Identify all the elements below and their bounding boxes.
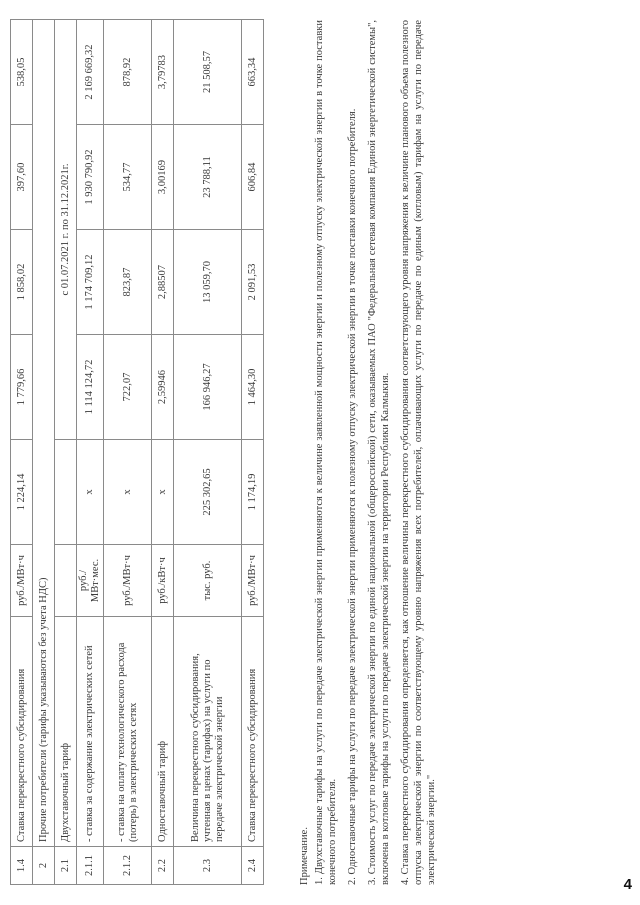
row-number: 2 [33, 847, 55, 885]
note-item: 1. Двухставочные тарифы на услуги по передаче электрической энергии применяются к величине заявленной мощности энергии и полезному отпуску электрической энергии в точке поставки конечного потребителя. [314, 20, 338, 885]
value-cell: 722,07 [104, 335, 152, 440]
value-cell: 23 788,11 [174, 125, 242, 230]
notes-heading: Примечание. [299, 827, 310, 885]
table-row [104, 20, 152, 885]
row-number: 2.4 [242, 847, 264, 885]
empty-cell [55, 440, 77, 545]
value-cell: 606,84 [242, 125, 264, 230]
value-cell: 1 930 790,92 [77, 125, 104, 230]
value-cell: 1 858,02 [11, 230, 33, 335]
value-cell: 1 779,66 [11, 335, 33, 440]
value-cell: 2,88507 [152, 230, 174, 335]
row-name: Одноставочный тариф [152, 617, 174, 847]
row-name: Двухставочный тариф [55, 617, 77, 847]
value-cell: 1 114 124,72 [77, 335, 104, 440]
row-number: 2.2 [152, 847, 174, 885]
row-name: Ставка перекрестного субсидирования [242, 617, 264, 847]
row-name: Ставка перекрестного субсидирования [11, 617, 33, 847]
row-name: Прочие потребители (тарифы указываются без учета НДС) [33, 20, 55, 847]
row-unit: руб./кВт·ч [152, 545, 174, 617]
empty-cell [55, 545, 77, 617]
value-cell: 3,79783 [152, 20, 174, 125]
value-cell: 2 169 669,32 [77, 20, 104, 125]
value-cell: 2 091,53 [242, 230, 264, 335]
table-row [33, 20, 55, 885]
table-row [242, 20, 264, 885]
row-number: 2.1.2 [104, 847, 152, 885]
table-row [174, 20, 242, 885]
period-label: с 01.07.2021 г. по 31.12.2021г. [55, 20, 77, 440]
table-row [11, 20, 33, 885]
notes-section [298, 20, 445, 885]
value-cell: 1 224,14 [11, 440, 33, 545]
value-cell: x [104, 440, 152, 545]
table-row [55, 20, 77, 885]
row-name: Величина перекрестного субсидирования, учтенная в ценах (тарифах) на услуги по передаче электрической энергии [174, 617, 242, 847]
row-name: - ставка за содержание электрических сетей [77, 617, 104, 847]
value-cell: 1 174,19 [242, 440, 264, 545]
row-unit: тыс. руб. [174, 545, 242, 617]
value-cell: x [152, 440, 174, 545]
row-number: 2.3 [174, 847, 242, 885]
row-number: 1.4 [11, 847, 33, 885]
tariff-table [10, 19, 264, 885]
row-unit: руб./МВт·ч [242, 545, 264, 617]
value-cell: 13 059,70 [174, 230, 242, 335]
value-cell: 397,60 [11, 125, 33, 230]
row-unit: руб./МВт·ч [104, 545, 152, 617]
value-cell: 166 946,27 [174, 335, 242, 440]
value-cell: 538,05 [11, 20, 33, 125]
value-cell: 534,77 [104, 125, 152, 230]
value-cell: 21 508,57 [174, 20, 242, 125]
value-cell: 1 174 709,12 [77, 230, 104, 335]
row-name: - ставка на оплату технологического расхода (потерь) в электрических сетях [104, 617, 152, 847]
row-number: 2.1.1 [77, 847, 104, 885]
row-unit: руб./МВт·мес. [77, 545, 104, 617]
value-cell: 663,34 [242, 20, 264, 125]
table-row [152, 20, 174, 885]
value-cell: 225 302,65 [174, 440, 242, 545]
value-cell: x [77, 440, 104, 545]
value-cell: 1 464,30 [242, 335, 264, 440]
table-row [77, 20, 104, 885]
row-number: 2.1 [55, 847, 77, 885]
value-cell: 3,00169 [152, 125, 174, 230]
value-cell: 878,92 [104, 20, 152, 125]
row-unit: руб./МВт·ч [11, 545, 33, 617]
note-item: 4. Ставка перекрестного субсидирования определяется, как отношение величины перекрестного субсидирования соответствующего уровня напряжения к величине планового объема полезного отпуска электрической энергии по соответствующему уровню напряжения всех потребителей, оплачивающих услуги по передаче по единым (котловым) тарифам на услуги по передаче электрической энергии." [400, 20, 437, 885]
value-cell: 823,87 [104, 230, 152, 335]
note-item: 2. Одноставочные тарифы на услуги по передаче электрической энергии применяются к полезному отпуску электрической энергии в точке поставки конечного потребителя. [347, 108, 358, 885]
note-item: 3. Стоимость услуг по передаче электрической энергии по единой национальной (общероссийской) сети, оказываемых ПАО "Федеральная сетевая компания Единой энергетической системы", включена в котловые тарифы на услуги по передаче электрической энергии на территории Республики Калмыкия. [367, 20, 391, 885]
value-cell: 2,59946 [152, 335, 174, 440]
page-number: 4 [623, 876, 632, 893]
